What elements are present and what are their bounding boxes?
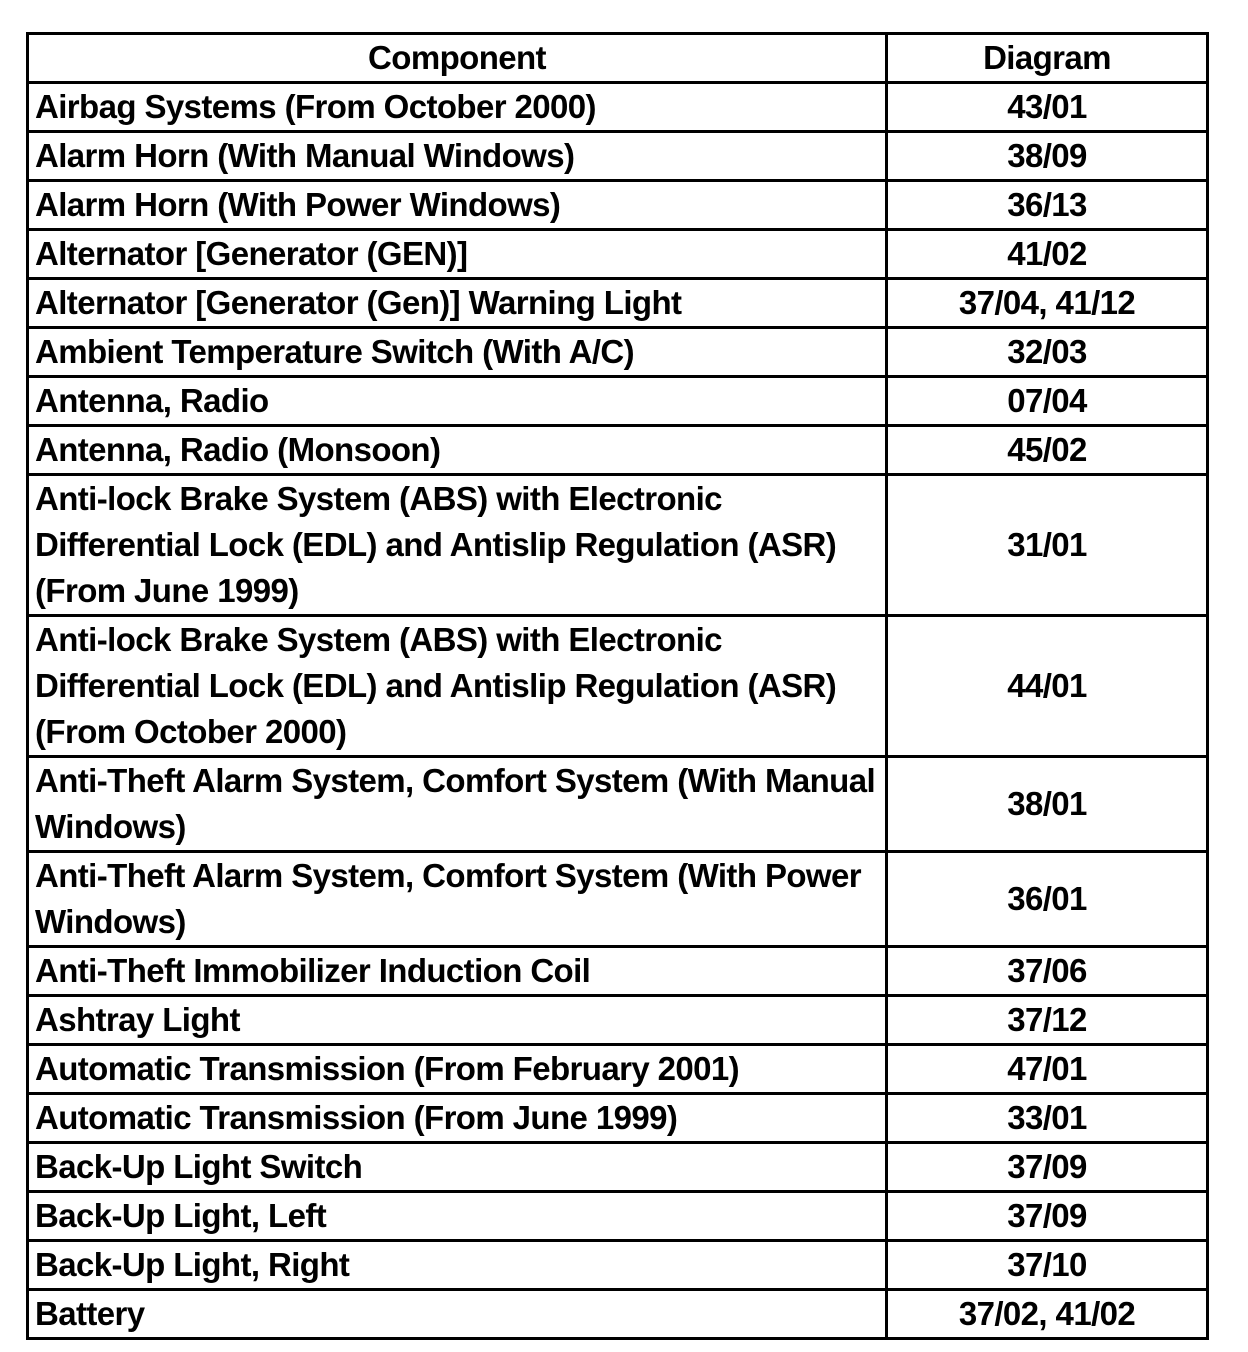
table-row bbox=[28, 328, 1208, 377]
component-cell: Alarm Horn (With Manual Windows) bbox=[28, 132, 887, 181]
table-row bbox=[28, 475, 1208, 616]
table-row bbox=[28, 996, 1208, 1045]
table-row bbox=[28, 616, 1208, 757]
table-row bbox=[28, 83, 1208, 132]
component-cell: Anti-Theft Alarm System, Comfort System (With Power Windows) bbox=[28, 852, 887, 947]
diagram-cell: 44/01 bbox=[887, 616, 1208, 757]
table-row bbox=[28, 1192, 1208, 1241]
component-diagram-table-container bbox=[26, 32, 1206, 1340]
table-row bbox=[28, 279, 1208, 328]
component-cell: Automatic Transmission (From June 1999) bbox=[28, 1094, 887, 1143]
diagram-cell: 07/04 bbox=[887, 377, 1208, 426]
component-cell: Back-Up Light Switch bbox=[28, 1143, 887, 1192]
table-row bbox=[28, 1094, 1208, 1143]
table-row bbox=[28, 1241, 1208, 1290]
component-cell: Antenna, Radio (Monsoon) bbox=[28, 426, 887, 475]
diagram-cell: 45/02 bbox=[887, 426, 1208, 475]
table-header-row bbox=[28, 34, 1208, 83]
component-cell: Ambient Temperature Switch (With A/C) bbox=[28, 328, 887, 377]
diagram-cell: 37/04, 41/12 bbox=[887, 279, 1208, 328]
diagram-cell: 36/01 bbox=[887, 852, 1208, 947]
diagram-cell: 33/01 bbox=[887, 1094, 1208, 1143]
component-cell: Alternator [Generator (GEN)] bbox=[28, 230, 887, 279]
table-row bbox=[28, 852, 1208, 947]
component-cell: Battery bbox=[28, 1290, 887, 1339]
diagram-cell: 38/01 bbox=[887, 757, 1208, 852]
diagram-cell: 37/10 bbox=[887, 1241, 1208, 1290]
component-cell: Alarm Horn (With Power Windows) bbox=[28, 181, 887, 230]
component-cell: Airbag Systems (From October 2000) bbox=[28, 83, 887, 132]
diagram-cell: 37/09 bbox=[887, 1143, 1208, 1192]
table-row bbox=[28, 757, 1208, 852]
diagram-cell: 37/02, 41/02 bbox=[887, 1290, 1208, 1339]
table-row bbox=[28, 132, 1208, 181]
component-cell: Anti-Theft Immobilizer Induction Coil bbox=[28, 947, 887, 996]
column-header-component: Component bbox=[28, 34, 887, 83]
component-cell: Ashtray Light bbox=[28, 996, 887, 1045]
diagram-cell: 43/01 bbox=[887, 83, 1208, 132]
diagram-cell: 41/02 bbox=[887, 230, 1208, 279]
component-cell: Back-Up Light, Left bbox=[28, 1192, 887, 1241]
column-header-diagram: Diagram bbox=[887, 34, 1208, 83]
diagram-cell: 36/13 bbox=[887, 181, 1208, 230]
diagram-cell: 31/01 bbox=[887, 475, 1208, 616]
table-row bbox=[28, 1290, 1208, 1339]
table-row bbox=[28, 377, 1208, 426]
diagram-cell: 47/01 bbox=[887, 1045, 1208, 1094]
diagram-cell: 32/03 bbox=[887, 328, 1208, 377]
table-row bbox=[28, 181, 1208, 230]
component-cell: Automatic Transmission (From February 2001) bbox=[28, 1045, 887, 1094]
component-cell: Antenna, Radio bbox=[28, 377, 887, 426]
diagram-cell: 37/09 bbox=[887, 1192, 1208, 1241]
component-cell: Anti-Theft Alarm System, Comfort System (With Manual Windows) bbox=[28, 757, 887, 852]
diagram-cell: 37/06 bbox=[887, 947, 1208, 996]
diagram-cell: 37/12 bbox=[887, 996, 1208, 1045]
component-cell: Anti-lock Brake System (ABS) with Electronic Differential Lock (EDL) and Antislip Regulation (ASR) (From October 2000) bbox=[28, 616, 887, 757]
component-cell: Anti-lock Brake System (ABS) with Electronic Differential Lock (EDL) and Antislip Regulation (ASR) (From June 1999) bbox=[28, 475, 887, 616]
component-diagram-table bbox=[26, 32, 1209, 1340]
table-row bbox=[28, 1045, 1208, 1094]
table-row bbox=[28, 230, 1208, 279]
table-row bbox=[28, 426, 1208, 475]
component-cell: Back-Up Light, Right bbox=[28, 1241, 887, 1290]
diagram-cell: 38/09 bbox=[887, 132, 1208, 181]
table-row bbox=[28, 1143, 1208, 1192]
table-row bbox=[28, 947, 1208, 996]
component-cell: Alternator [Generator (Gen)] Warning Light bbox=[28, 279, 887, 328]
